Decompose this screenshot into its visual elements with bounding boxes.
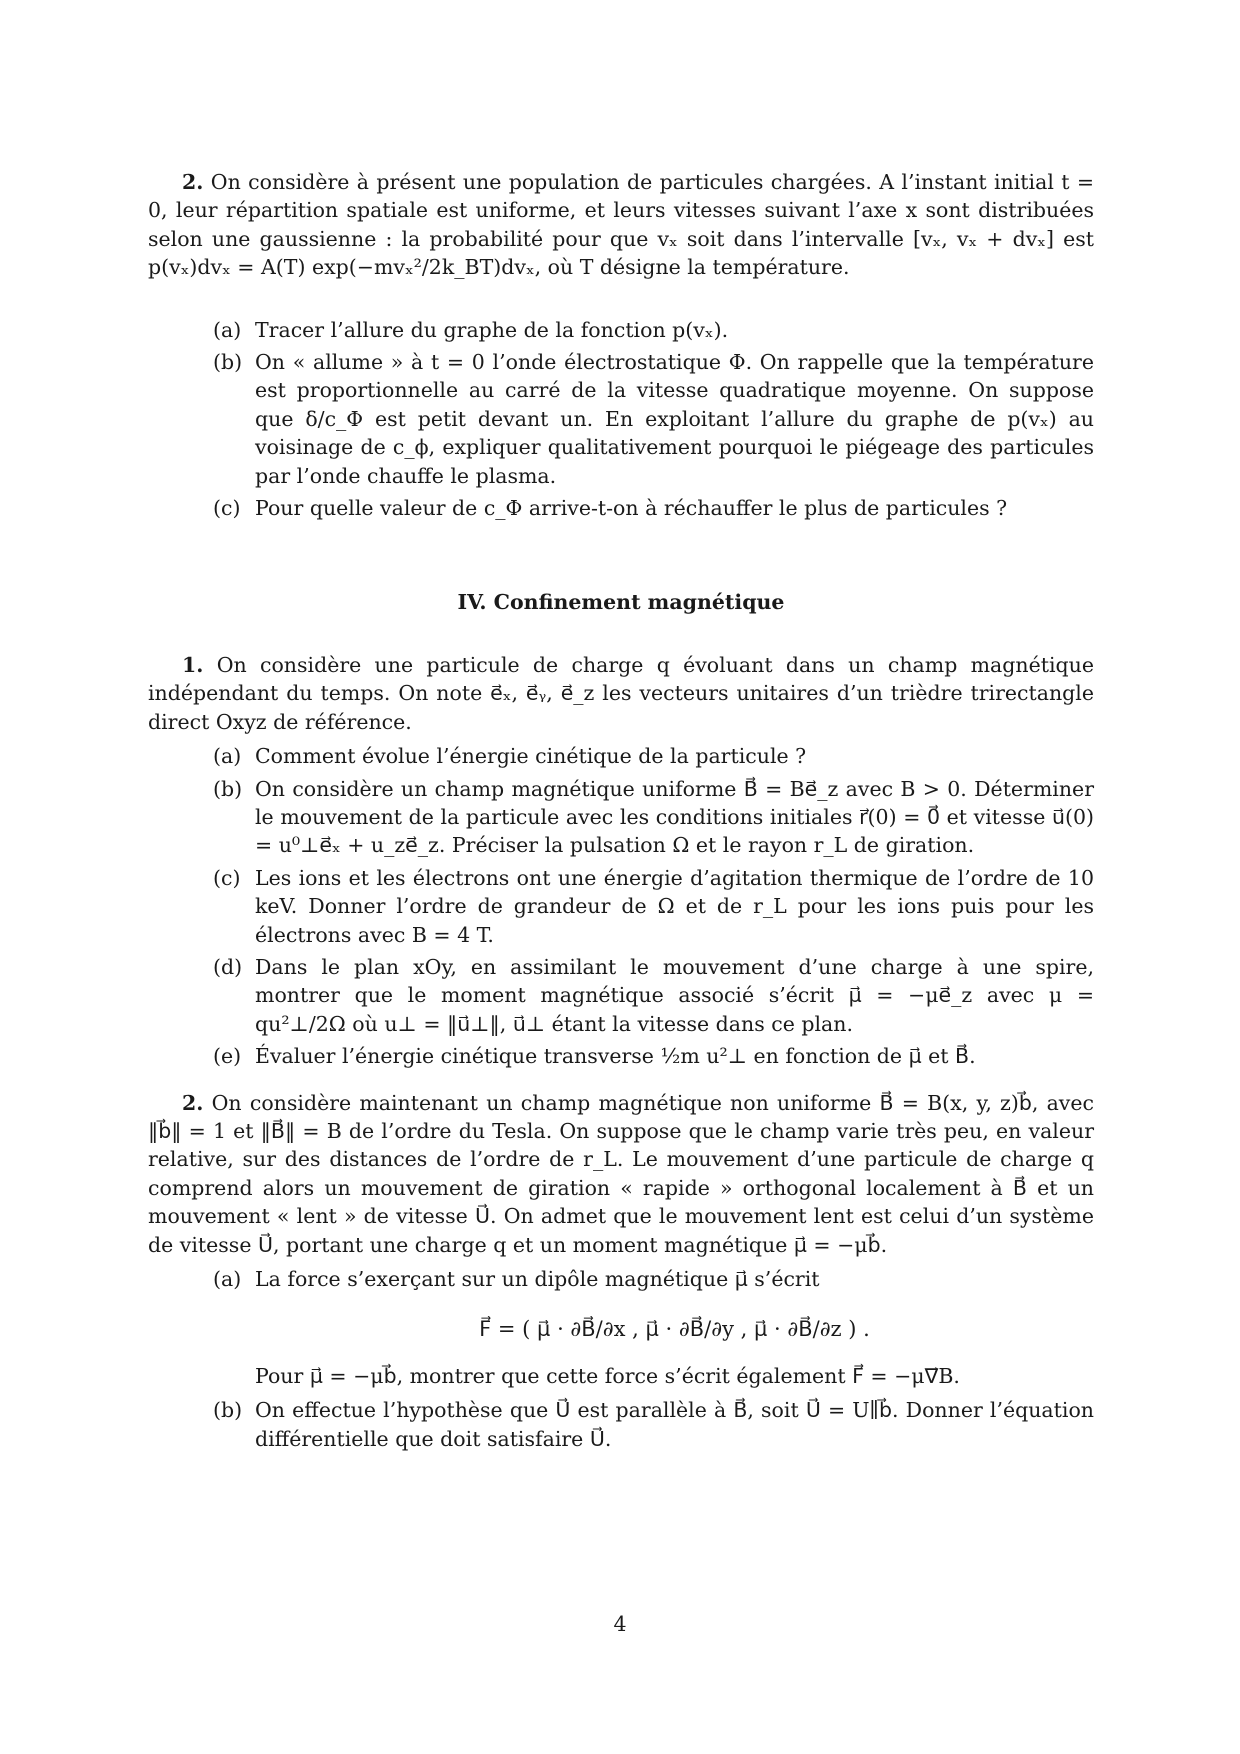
sub-question-text: On considère un champ magnétique uniforme B⃗ = Be⃗_z avec B > 0. Déterminer le mouvement de la particule avec les conditions initiales r⃗(0) = 0⃗ et vitesse u⃗(0) = u⁰⊥e⃗ₓ + u_ze⃗_z. Préciser la pulsation Ω et le rayon r_L de giration. [255,776,1094,858]
document-page [148,168,1094,1453]
sub-question-text: Les ions et les électrons ont une énergie d’agitation thermique de l’ordre de 10 keV. Donner l’ordre de grandeur de Ω et de r_L pour les ions puis pour les électrons avec B = 4 T. [255,865,1094,947]
sub-question-label: (a) [213,1267,242,1291]
question-paragraph [148,651,1094,736]
sub-question-text: Tracer l’allure du graphe de la fonction p(vₓ). [255,317,729,342]
sub-question [148,864,1094,949]
question-paragraph [148,168,1094,282]
question-number: 2. [182,170,204,194]
sub-question-text-continued: Pour μ⃗ = −μb⃗, montrer que cette force s’écrit également F⃗ = −μ∇⃗B. [255,1363,960,1388]
force-formula: F⃗ = ( μ⃗ · ∂B⃗/∂x , μ⃗ · ∂B⃗/∂y , μ⃗ · ∂B⃗/∂z ) . [479,1317,870,1342]
question-text: On considère maintenant un champ magnétique non uniforme B⃗ = B(x, y, z)b⃗, avec ‖b⃗‖ = 1 et ‖B⃗‖ = B de l’ordre du Tesla. On suppose que le champ varie très peu, en valeur relative, sur des distances de l’ordre de r_L. Le mouvement d’une particule de charge q comprend alors un mouvement de giration « rapide » orthogonal localement à B⃗ et un mouvement « lent » de vitesse U⃗. On admet que le mouvement lent est celui d’un système de vitesse U⃗, portant une charge q et un moment magnétique μ⃗ = −μb⃗. [148,1090,1094,1257]
sub-question [148,1396,1094,1453]
sub-question-label: (c) [213,865,241,890]
sub-question [148,742,1094,770]
sub-question-list [148,742,1094,1070]
section-title: IV. Confinement magnétique [457,590,785,615]
question-text: On considère une particule de charge q évoluant dans un champ magnétique indépendant du temps. On note e⃗ₓ, e⃗ᵧ, e⃗_z les vecteurs unitaires d’un trièdre trirectangle direct Oxyz de référence. [148,652,1094,734]
sub-question [148,775,1094,860]
sub-question-text: On effectue l’hypothèse que U⃗ est parallèle à B⃗, soit U⃗ = U∥b⃗. Donner l’équation différentielle que doit satisfaire U⃗. [255,1398,1094,1451]
sub-question [148,1265,1094,1390]
sub-question [148,316,1094,344]
sub-question-list [148,316,1094,523]
sub-question-text: Pour quelle valeur de c_Φ arrive-t-on à réchauffer le plus de particules ? [255,496,1008,521]
sub-question-list [148,1265,1094,1453]
sub-question-label: (b) [213,776,243,801]
sub-question-label: (d) [213,954,243,979]
question-number: 2. [182,1090,204,1115]
sub-question-label: (b) [213,350,243,375]
question-paragraph [148,1089,1094,1259]
sub-question-label: (a) [213,744,242,769]
question-text: On considère à présent une population de particules chargées. A l’instant initial t = 0, leur répartition spatiale est uniforme, et leurs vitesses suivant l’axe x sont distribuées selon une gaussienne : la probabilité pour que vₓ soit dans l’intervalle [vₓ, vₓ + dvₓ] est p(vₓ)dvₓ = A(T) exp(−mvₓ²/2k_BT)dvₓ, où T désigne la température. [148,170,1094,280]
sub-question [148,1042,1094,1070]
sub-question [148,348,1094,490]
sub-question [148,494,1094,522]
question-number: 1. [182,652,204,677]
sub-question-text: Évaluer l’énergie cinétique transverse ½m u²⊥ en fonction de μ⃗ et B⃗. [255,1044,976,1069]
sub-question-label: (b) [213,1398,243,1423]
page-number: 4 [613,1612,627,1636]
sub-question-label: (a) [213,317,242,342]
sub-question-text: Dans le plan xOy, en assimilant le mouvement d’une charge à une spire, montrer que le moment magnétique associé s’écrit μ⃗ = −μe⃗_z avec μ = qu²⊥/2Ω où u⊥ = ‖u⃗⊥‖, u⃗⊥ étant la vitesse dans ce plan. [255,954,1094,1036]
sub-question-text: Comment évolue l’énergie cinétique de la particule ? [255,744,807,769]
sub-question-label: (c) [213,496,241,521]
sub-question [148,953,1094,1038]
sub-question-text: La force s’exerçant sur un dipôle magnétique μ⃗ s’écrit [255,1267,820,1291]
sub-question-label: (e) [213,1044,242,1069]
sub-question-text: On « allume » à t = 0 l’onde électrostatique Φ. On rappelle que la température est proportionnelle au carré de la vitesse quadratique moyenne. On suppose que δ/c_Φ est petit devant un. En exploitant l’allure du graphe de p(vₓ) au voisinage de c_ϕ, expliquer qualitativement pourquoi le piégeage des particules par l’onde chauffe le plasma. [255,350,1094,488]
